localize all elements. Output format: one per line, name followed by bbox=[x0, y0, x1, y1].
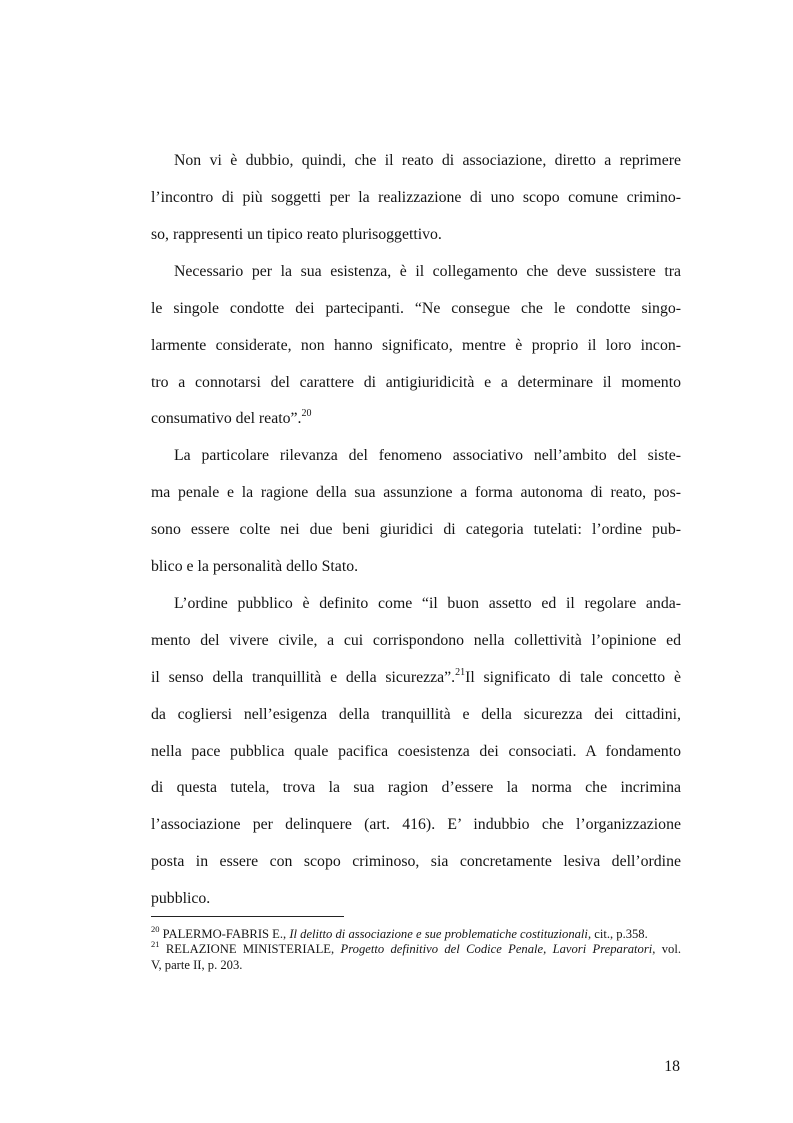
paragraph-4-line-8: posta in essere con scopo criminoso, sia concretamente lesiva dell’ordine bbox=[151, 853, 681, 870]
line-text: il senso della tranquillità e della sicurezza”. bbox=[151, 669, 456, 686]
footnote-number: 21 bbox=[151, 938, 160, 949]
paragraph-3-line-2: ma penale e la ragione della sua assunzione a forma autonoma di reato, pos- bbox=[151, 484, 681, 501]
paragraph-4-line-6: di questa tutela, trova la sua ragion d’essere la norma che incrimina bbox=[151, 779, 681, 796]
footnote-author: RELAZIONE MINISTERIALE, bbox=[165, 942, 341, 956]
paragraph-4-line-5: nella pace pubblica quale pacifica coesistenza dei consociati. A fondamento bbox=[151, 743, 681, 760]
footnote-ref-20: 20 bbox=[301, 407, 312, 419]
paragraph-4-line-7: l’associazione per delinquere (art. 416). E’ indubbio che l’organizzazione bbox=[151, 816, 681, 833]
paragraph-3-line-4: blico e la personalità dello Stato. bbox=[151, 558, 359, 575]
footnote-20 bbox=[151, 923, 681, 942]
footnote-title: Il delitto di associazione e sue problematiche costituzionali bbox=[289, 927, 588, 941]
footnote-author: PALERMO-FABRIS E., bbox=[162, 927, 290, 941]
paragraph-2-line-2: le singole condotte dei partecipanti. “Ne consegue che le condotte singo- bbox=[151, 300, 681, 317]
line-text: consumativo del reato”. bbox=[151, 410, 302, 427]
paragraph-4-line-4: da cogliersi nell’esigenza della tranquillità e della sicurezza dei cittadini, bbox=[151, 706, 681, 723]
footnote-21-line-2: V, parte II, p. 203. bbox=[151, 958, 243, 972]
footnote-title: Progetto definitivo del Codice Penale, Lavori Preparatori bbox=[340, 942, 653, 956]
paragraph-1-line-2: l’incontro di più soggetti per la realizzazione di uno scopo comune crimino- bbox=[151, 189, 681, 206]
footnote-citation: , cit., p.358. bbox=[587, 927, 648, 941]
paragraph-4-line-2: mento del vivere civile, a cui corrispondono nella collettività l’opinione ed bbox=[151, 632, 681, 649]
paragraph-2-line-4: tro a connotarsi del carattere di antigiuridicità e a determinare il momento bbox=[151, 374, 681, 391]
paragraph-1-line-3: so, rappresenti un tipico reato plurisoggettivo. bbox=[151, 226, 442, 243]
paragraph-2-line-3: larmente considerate, non hanno significato, mentre è proprio il loro incon- bbox=[151, 337, 681, 354]
paragraph-3-line-1: La particolare rilevanza del fenomeno associativo nell’ambito del siste- bbox=[174, 447, 681, 464]
paragraph-4-line-9: pubblico. bbox=[151, 890, 211, 907]
footnote-separator bbox=[151, 916, 344, 917]
footnote-citation: , vol. bbox=[652, 942, 681, 956]
page-number: 18 bbox=[664, 1058, 680, 1075]
paragraph-4-line-1: L’ordine pubblico è definito come “il buon assetto ed il regolare anda- bbox=[174, 595, 681, 612]
footnote-number: 20 bbox=[151, 923, 160, 934]
paragraph-2-line-1: Necessario per la sua esistenza, è il collegamento che deve sussistere tra bbox=[174, 263, 681, 280]
footnote-ref-21: 21 bbox=[455, 666, 466, 678]
line-text: Il significato di tale concetto è bbox=[465, 669, 682, 686]
paragraph-2-line-5 bbox=[151, 409, 681, 429]
paragraph-3-line-3: sono essere colte nei due beni giuridici di categoria tutelati: l’ordine pub- bbox=[151, 521, 681, 538]
paragraph-4-line-3 bbox=[151, 668, 681, 688]
paragraph-1-line-1: Non vi è dubbio, quindi, che il reato di associazione, diretto a reprimere bbox=[174, 152, 681, 169]
footnote-21 bbox=[151, 938, 681, 957]
